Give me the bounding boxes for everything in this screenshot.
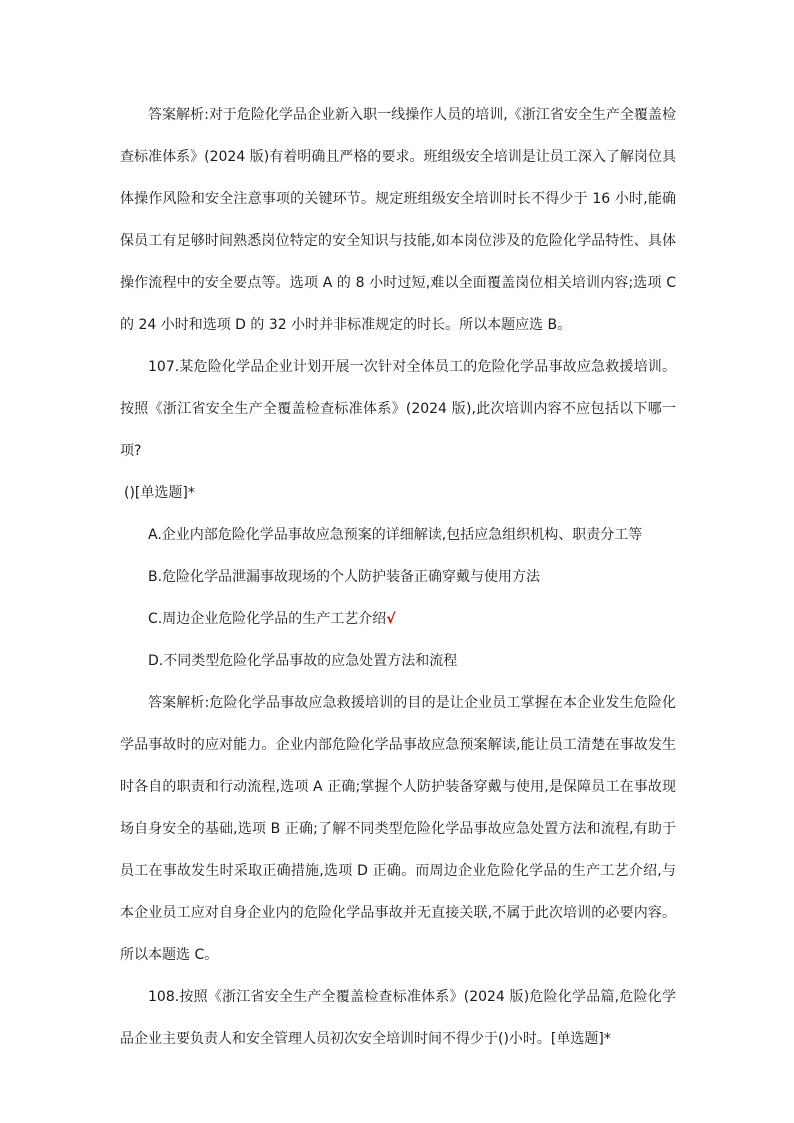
question-107-option-c: [120, 598, 676, 640]
analysis-107: 答案解析:危险化学品事故应急救援培训的目的是让企业员工掌握在本企业发生危险化学品事故时的应对能力。企业内部危险化学品事故应急预案解读,能让员工清楚在事故发生时各自的职责和行动流程,选项 A 正确;掌握个人防护装备穿戴与使用,是保障员工在事故现场自身安全的基础,选项 B 正确;了解不同类型危险化学品事故应急处置方法和流程,有助于员工在事故发生时采取正确措施,选项 D 正确。而周边企业危险化学品的生产工艺介绍,与本企业员工应对自身企业内的危险化学品事故并无直接关联,不属于此次培训的必要内容。所以本题选 C。: [120, 695, 676, 963]
analysis-106: 答案解析:对于危险化学品企业新入职一线操作人员的培训,《浙江省安全生产全覆盖检查标准体系》(2024 版)有着明确且严格的要求。班组级安全培训是让员工深入了解岗位具体操作风险和安全注意事项的关键环节。规定班组级安全培训时长不得少于 16 小时,能确保员工有足够时间熟悉岗位特定的安全知识与技能,如本岗位涉及的危险化学品特性、具体操作流程中的安全要点等。选项 A 的 8 小时过短,难以全面覆盖岗位相关培训内容;选项 C 的 24 小时和选项 D 的 32 小时并非标准规定的时长。所以本题应选 B。: [120, 107, 676, 333]
question-107-type-tag: ()[单选题]*: [124, 485, 195, 501]
question-107-text: 107.某危险化学品企业计划开展一次针对全体员工的危险化学品事故应急救援培训。按照《浙江省安全生产全覆盖检查标准体系》(2024 版),此次培训内容不应包括以下哪一项?: [120, 359, 676, 459]
question-108-stem: 108.按照《浙江省安全生产全覆盖检查标准体系》(2024 版)危险化学品篇,危险化学品企业主要负责人和安全管理人员初次安全培训时间不得少于()小时。[单选题]*: [120, 989, 676, 1047]
question-107-option-a: A.企业内部危险化学品事故应急预案的详细解读,包括应急组织机构、职责分工等: [148, 527, 643, 543]
document-page: [120, 94, 676, 1060]
correct-check-icon: √: [386, 611, 396, 627]
question-107-option-b: B.危险化学品泄漏事故现场的个人防护装备正确穿戴与使用方法: [148, 569, 541, 585]
question-107-stem: [120, 346, 676, 514]
question-107-option-d: D.不同类型危险化学品事故的应急处置方法和流程: [148, 653, 458, 669]
question-107-option-c-text: C.周边企业危险化学品的生产工艺介绍: [148, 611, 387, 627]
